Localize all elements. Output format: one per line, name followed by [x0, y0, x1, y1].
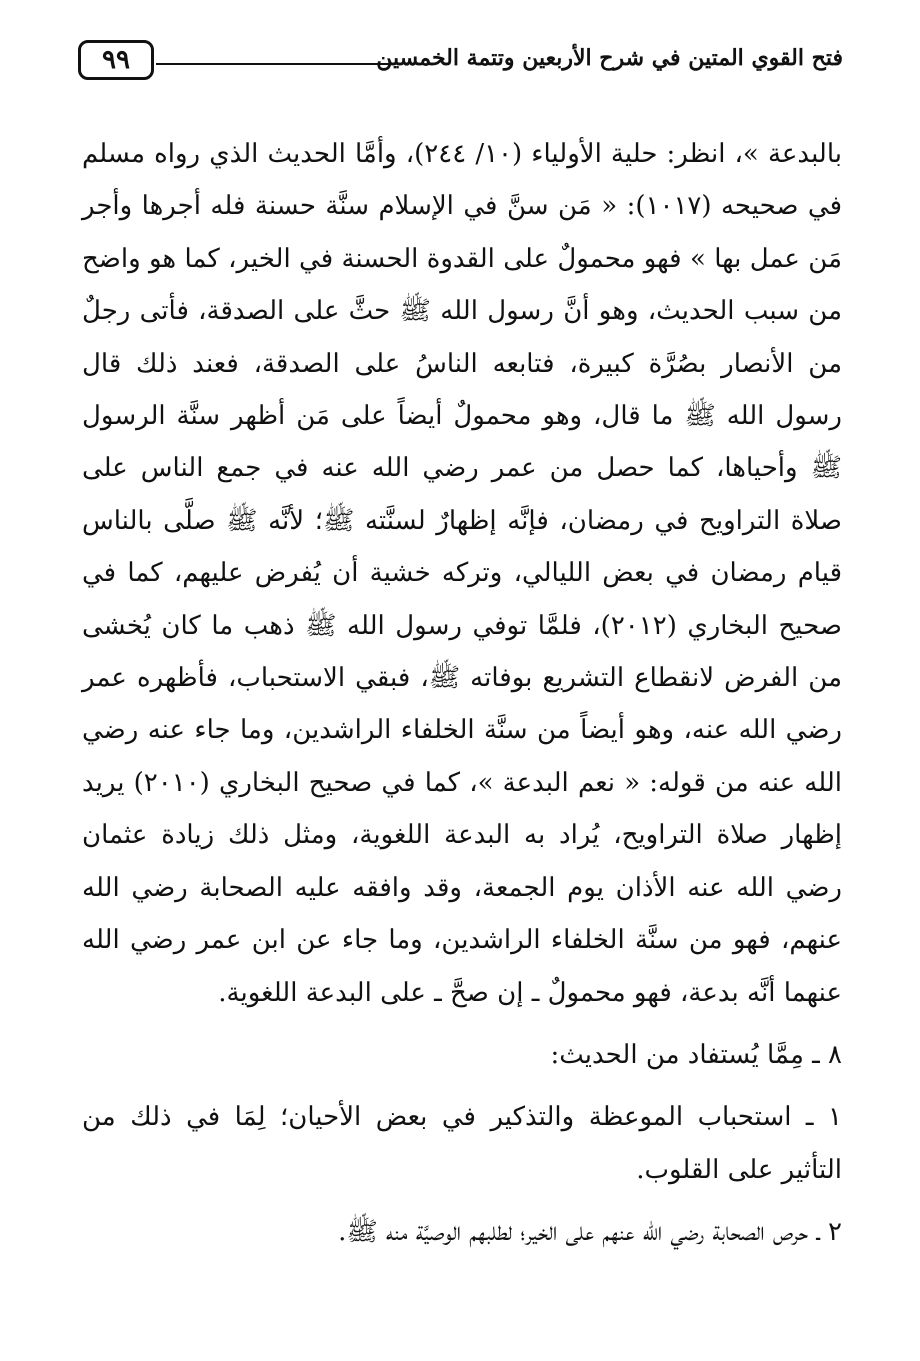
body-paragraph: بالبدعة »، انظر: حلية الأولياء (١٠/ ٢٤٤)، وأمَّا الحديث الذي رواه مسلم في صحيحه (١٠١٧): « مَن سنَّ في الإسلام سنَّة حسنة فله أجرها وأجر مَن عمل بها » فهو محمولٌ على القدوة الحسنة في الخير، كما هو واضح من سبب الحديث، وهو أنَّ رسول الله ﷺ حثَّ على الصدقة، فأتى رجلٌ من الأنصار بصُرَّة كبيرة، فتابعه الناسُ على الصدقة، فعند ذلك قال رسول الله ﷺ ما قال، وهو محمولٌ أيضاً على مَن أظهر سنَّة الرسول ﷺ وأحياها، كما حصل من عمر رضي الله عنه في جمع الناس على صلاة التراويح في رمضان، فإنَّه إظهارٌ لسنَّته ﷺ؛ لأنَّه ﷺ صلَّى بالناس قيام رمضان في بعض الليالي، وتركه خشية أن يُفرض عليهم، كما في صحيح البخاري (٢٠١٢)، فلمَّا توفي رسول الله ﷺ ذهب ما كان يُخشى من الفرض لانقطاع التشريع بوفاته ﷺ، فبقي الاستحباب، فأظهره عمر رضي الله عنه، وهو أيضاً من سنَّة الخلفاء الراشدين، وما جاء عنه رضي الله عنه من قوله: « نعم البدعة »، كما في صحيح البخاري (٢٠١٠) يريد إظهار صلاة التراويح، يُراد به البدعة اللغوية، ومثل ذلك زيادة عثمان رضي الله عنه الأذان يوم الجمعة، وقد وافقه عليه الصحابة رضي الله عنهم، فهو من سنَّة الخلفاء الراشدين، وما جاء عن ابن عمر رضي الله عنهما أنَّه بدعة، فهو محمولٌ ـ إن صحَّ ـ على البدعة اللغوية. [82, 139, 843, 1008]
page-header [78, 36, 843, 92]
benefit-item-2: ٢ ـ حرص الصحابة رضي الله عنهم على الخير؛ لطلبهم الوصيَّة منه ﷺ. [338, 1217, 842, 1248]
book-title: فتح القوي المتين في شرح الأربعين وتتمة الخمسين [376, 45, 843, 71]
section-heading: ٨ ـ مِمَّا يُستفاد من الحديث: [550, 1039, 842, 1070]
page-body [82, 128, 842, 1259]
page-number: ٩٩ [78, 40, 154, 80]
header-rule [156, 63, 393, 65]
benefit-item-1: ١ ـ استحباب الموعظة والتذكير في بعض الأحيان؛ لِمَا في ذلك من التأثير على القلوب. [82, 1102, 842, 1185]
